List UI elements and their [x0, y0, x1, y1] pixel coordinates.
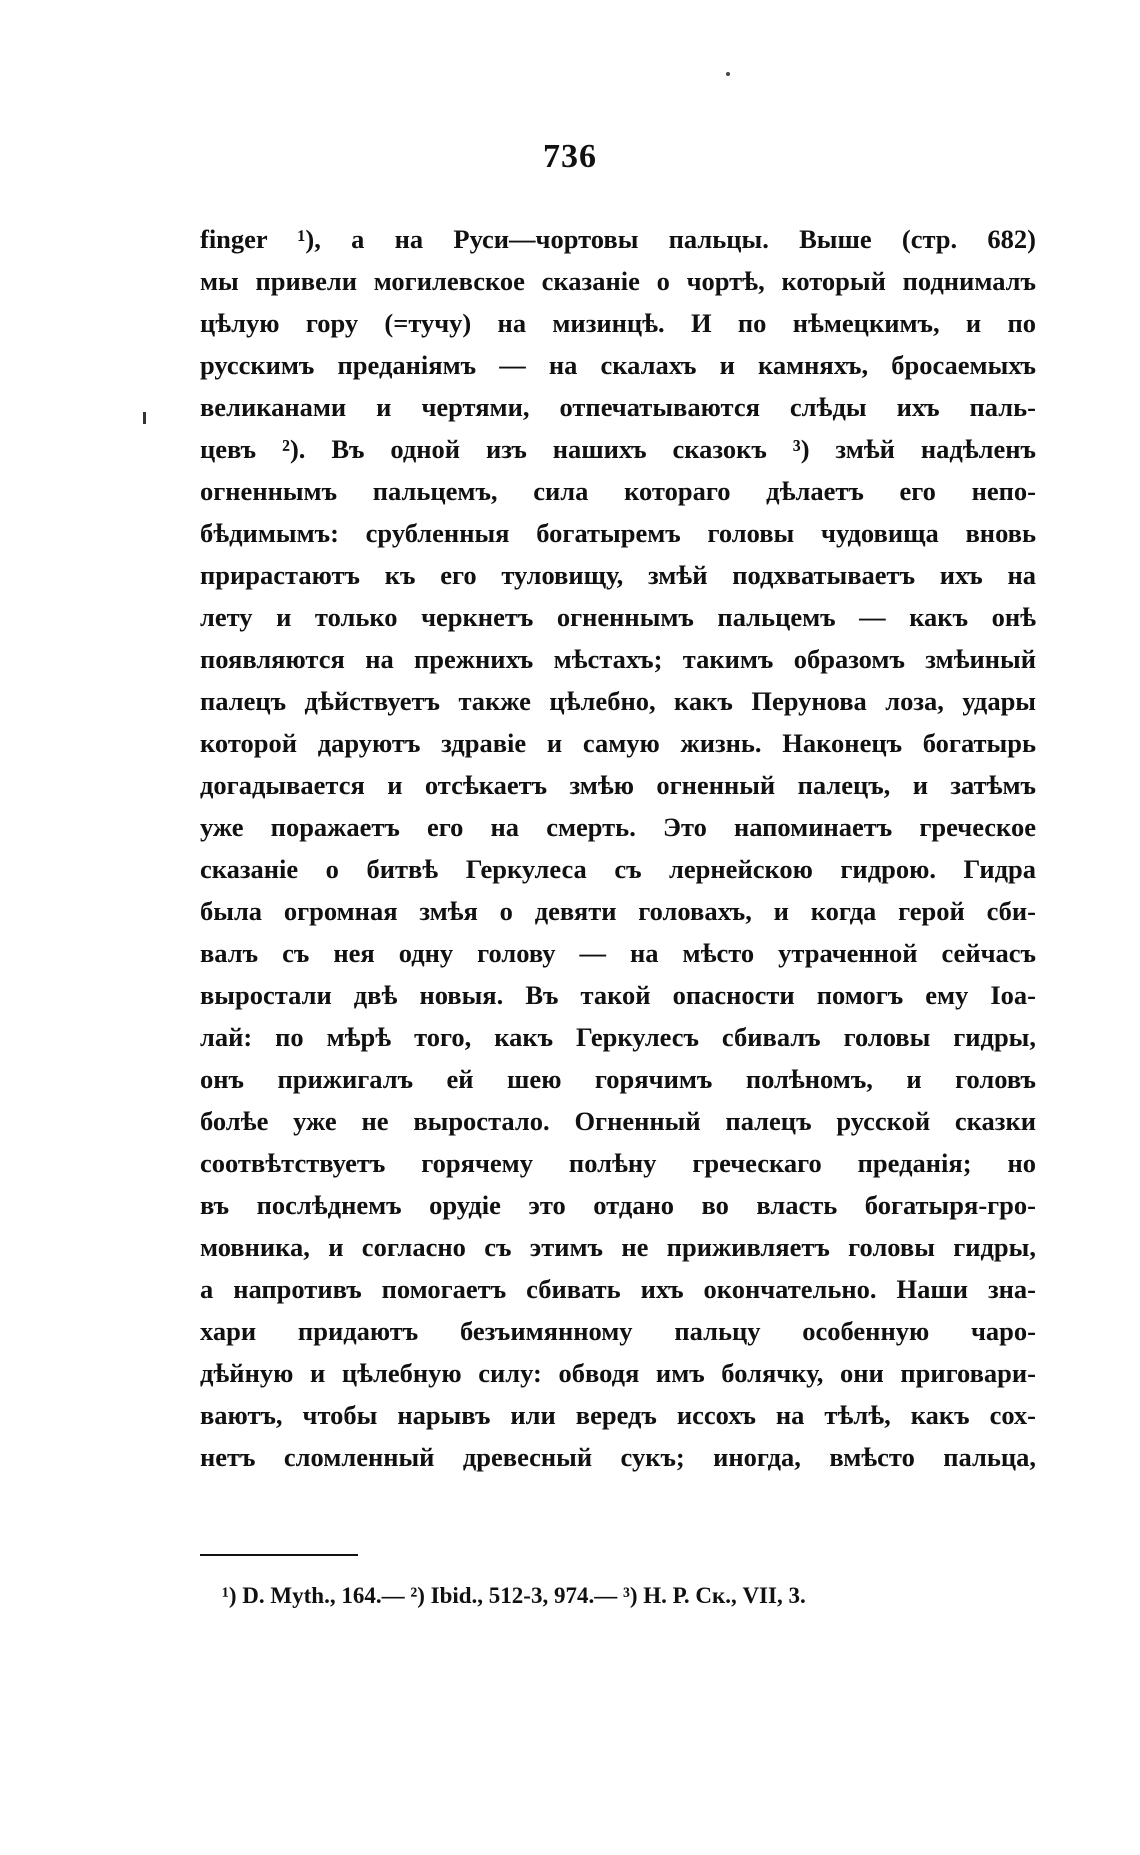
- body-text: [200, 218, 1036, 1478]
- text-line: палецъ дѣйствуетъ также цѣлебно, какъ Перунова лоза, удары: [200, 686, 1036, 716]
- footnote-rule: [200, 1554, 358, 1556]
- text-line: болѣе уже не выростало. Огненный палецъ русской сказки: [200, 1106, 1036, 1136]
- text-line: мы привели могилевское сказаніе о чортѣ, который поднималъ: [200, 266, 1036, 296]
- text-line: finger ¹), а на Руси—чортовы пальцы. Выше (стр. 682): [200, 224, 1036, 254]
- text-line: мовника, и согласно съ этимъ не приживляетъ головы гидры,: [200, 1232, 1036, 1262]
- text-line: выростали двѣ новыя. Въ такой опасности помогъ ему Іоа-: [200, 980, 1036, 1010]
- text-line: догадывается и отсѣкаетъ змѣю огненный палецъ, и затѣмъ: [200, 770, 1036, 800]
- text-line: ваютъ, чтобы нарывъ или вередъ иссохъ на тѣлѣ, какъ сох-: [200, 1400, 1036, 1430]
- footnotes: ¹) D. Myth., 164.— ²) Ibid., 512-3, 974.— ³) Н. Р. Ск., VII, 3.: [222, 1583, 806, 1608]
- text-line: лай: по мѣрѣ того, какъ Геркулесъ сбивалъ головы гидры,: [200, 1022, 1036, 1052]
- text-line: прирастаютъ къ его туловищу, змѣй подхватываетъ ихъ на: [200, 560, 1036, 590]
- text-line: онъ прижигалъ ей шею горячимъ полѣномъ, и головъ: [200, 1064, 1036, 1094]
- page-number: 736: [543, 138, 597, 175]
- text-line: а напротивъ помогаетъ сбивать ихъ окончательно. Наши зна-: [200, 1274, 1036, 1304]
- text-line: появляются на прежнихъ мѣстахъ; такимъ образомъ змѣиный: [200, 644, 1036, 674]
- text-line: которой даруютъ здравіе и самую жизнь. Наконецъ богатырь: [200, 728, 1036, 758]
- text-line: бѣдимымъ: срубленныя богатыремъ головы чудовища вновь: [200, 518, 1036, 548]
- text-line: цевъ ²). Въ одной изъ нашихъ сказокъ ³) змѣй надѣленъ: [200, 434, 1036, 464]
- text-line: огненнымъ пальцемъ, сила котораго дѣлаетъ его непо-: [200, 476, 1036, 506]
- text-line: великанами и чертями, отпечатываются слѣды ихъ паль-: [200, 392, 1036, 422]
- text-line: была огромная змѣя о девяти головахъ, и когда герой сби-: [200, 896, 1036, 926]
- text-line: сказаніе о битвѣ Геркулеса съ лернейскою гидрою. Гидра: [200, 854, 1036, 884]
- text-line: хари придаютъ безъимянному пальцу особенную чаро-: [200, 1316, 1036, 1346]
- scan-speck: [726, 72, 730, 76]
- text-line: валъ съ нея одну голову — на мѣсто утраченной сейчасъ: [200, 938, 1036, 968]
- text-line: въ послѣднемъ орудіе это отдано во власть богатыря-гро-: [200, 1190, 1036, 1220]
- text-line: лету и только черкнетъ огненнымъ пальцемъ — какъ онѣ: [200, 602, 1036, 632]
- text-line: нетъ сломленный древесный сукъ; иногда, вмѣсто пальца,: [200, 1442, 1036, 1472]
- text-line: соотвѣтствуетъ горячему полѣну греческаго преданія; но: [200, 1148, 1036, 1178]
- text-line: русскимъ преданіямъ — на скалахъ и камняхъ, бросаемыхъ: [200, 350, 1036, 380]
- text-line: уже поражаетъ его на смерть. Это напоминаетъ греческое: [200, 812, 1036, 842]
- text-line: цѣлую гору (=тучу) на мизинцѣ. И по нѣмецкимъ, и по: [200, 308, 1036, 338]
- text-line: дѣйную и цѣлебную силу: обводя имъ болячку, они приговари-: [200, 1358, 1036, 1388]
- margin-mark: [143, 412, 146, 424]
